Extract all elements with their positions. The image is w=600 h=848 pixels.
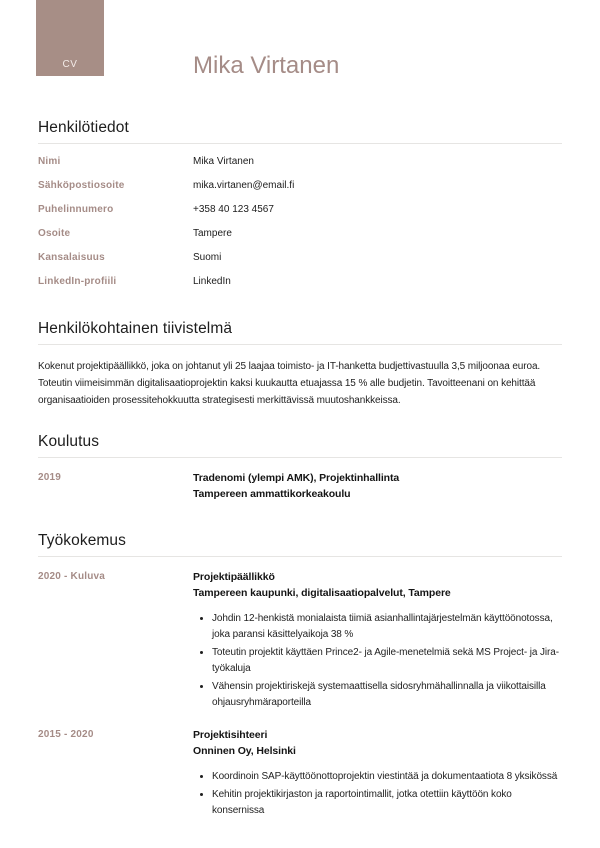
info-value: Tampere (193, 228, 232, 239)
divider (38, 143, 562, 144)
info-label: Puhelinnumero (38, 204, 114, 215)
experience-bullet: • Toteutin projektit käyttäen Prince2- ja Agile-menetelmiä sekä MS Project- ja Jira-työkaluja (212, 645, 562, 677)
experience-entry (38, 569, 562, 713)
info-label: Kansalaisuus (38, 252, 105, 263)
section-experience (38, 531, 562, 821)
experience-organization: Onninen Oy, Helsinki (193, 745, 296, 757)
experience-details (193, 727, 562, 821)
info-label: Sähköpostiosoite (38, 180, 125, 191)
experience-bullet: • Kehitin projektikirjaston ja raportointimallit, jotka otettiin käyttöön koko konsernissa (212, 787, 562, 819)
info-row-name (38, 156, 562, 168)
page-title: Mika Virtanen (193, 52, 340, 79)
personal-info-grid (38, 156, 562, 288)
education-entry (38, 470, 562, 502)
divider (38, 556, 562, 557)
info-label: Osoite (38, 228, 71, 239)
experience-bullet: • Johdin 12-henkistä monialaista tiimiä asianhallintajärjestelmän käyttöönotossa, joka paransi käsittelyaikoja 38 % (212, 611, 562, 643)
info-value: Suomi (193, 252, 222, 263)
experience-details (193, 569, 562, 713)
experience-bullet: • Vähensin projektiriskejä systemaattisella sidosryhmähallinnalla ja viikottaisilla ohjausryhmäraporteilla (212, 679, 562, 711)
section-heading-summary: Henkilökohtainen tiivistelmä (38, 320, 233, 337)
info-row-linkedin (38, 276, 562, 288)
info-value: +358 40 123 4567 (193, 204, 274, 215)
summary-paragraph: Kokenut projektipäällikkö, joka on johtanut yli 25 laajaa toimisto- ja IT-hanketta budjettivastuulla 3,5 miljoonaa euroa. Toteutin viimeisimmän digitalisaatioprojektin kaksi kuukautta etuajassa 15 % alle budjetin. Tavoitteenani on kehittää organisaatioiden prosessitehokkuutta strategisesti merkittävissä muutoshankkeissa. (38, 361, 541, 406)
experience-bullet: • Koordinoin SAP-käyttöönottoprojektin viestintää ja dokumentaatiota 8 yksikössä (212, 769, 562, 785)
info-row-phone (38, 204, 562, 216)
info-row-nationality (38, 252, 562, 264)
experience-period: 2015 - 2020 (38, 729, 94, 740)
section-heading-experience: Työkokemus (38, 532, 127, 549)
experience-bullet-list (193, 611, 562, 711)
experience-period: 2020 - Kuluva (38, 571, 106, 582)
info-row-email (38, 180, 562, 192)
education-details (193, 470, 562, 502)
cv-logo (36, 0, 104, 76)
info-value: mika.virtanen@email.fi (193, 180, 295, 191)
education-degree: Tradenomi (ylempi AMK), Projektinhallinta (193, 472, 400, 484)
info-row-address (38, 228, 562, 240)
section-heading-education: Koulutus (38, 433, 100, 450)
cv-logo-label: CV (62, 59, 78, 70)
divider (38, 457, 562, 458)
section-heading-personal: Henkilötiedot (38, 119, 129, 136)
experience-job-title: Projektisihteeri (193, 729, 268, 741)
section-summary (38, 319, 562, 409)
education-period: 2019 (38, 472, 62, 483)
section-personal-info (38, 118, 562, 288)
experience-entry (38, 727, 562, 821)
divider (38, 344, 562, 345)
experience-organization: Tampereen kaupunki, digitalisaatiopalvelut, Tampere (193, 587, 451, 599)
info-value: LinkedIn (193, 276, 231, 287)
education-school: Tampereen ammattikorkeakoulu (193, 488, 351, 500)
info-value: Mika Virtanen (193, 156, 254, 167)
section-education (38, 432, 562, 502)
info-label: Nimi (38, 156, 61, 167)
info-label: LinkedIn-profiili (38, 276, 117, 287)
experience-job-title: Projektipäällikkö (193, 571, 275, 583)
experience-bullet-list (193, 769, 562, 819)
